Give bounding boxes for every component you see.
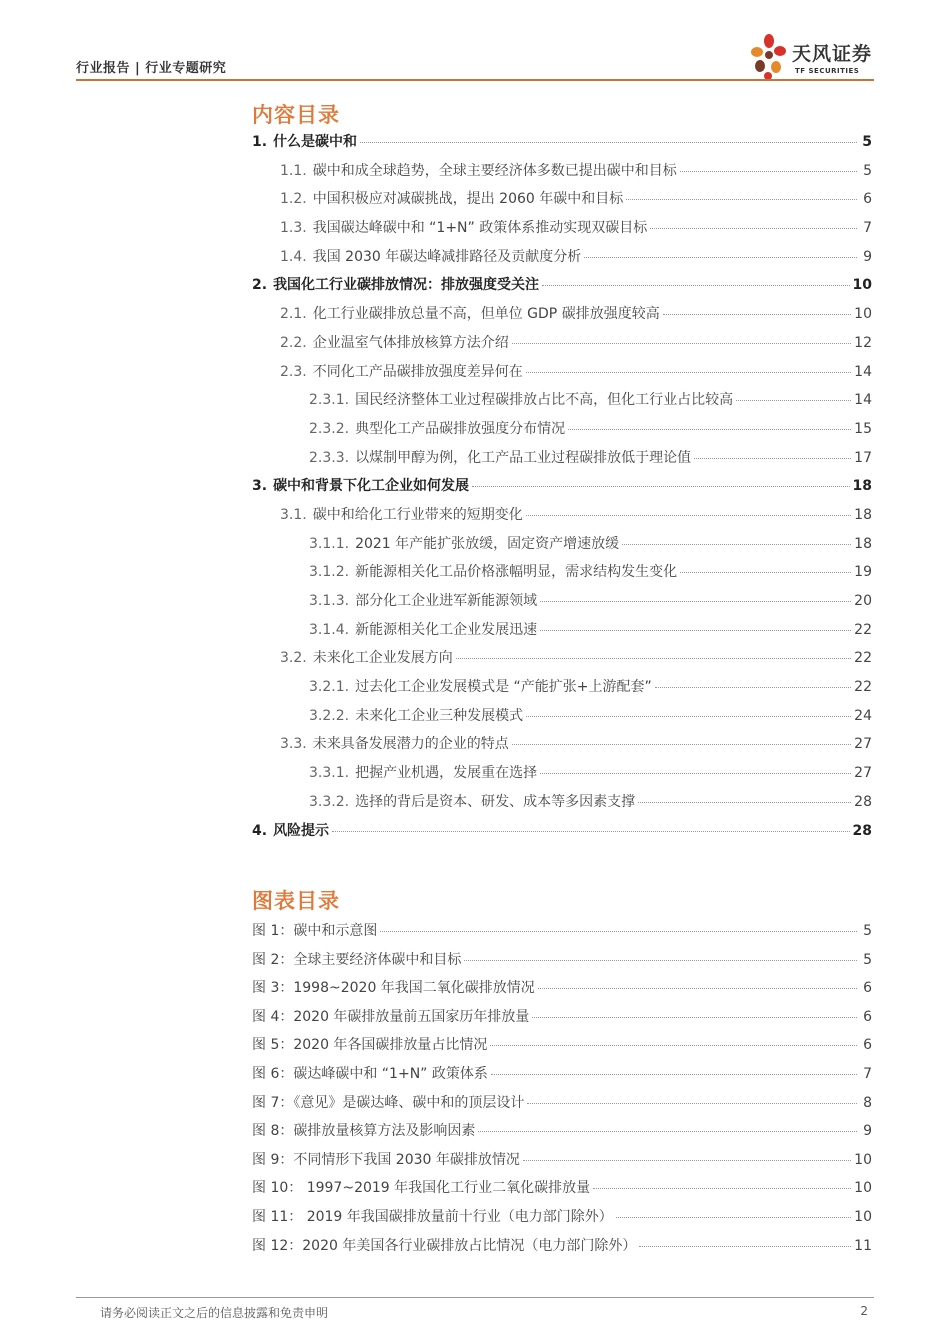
figure-entry-title: 图 6：碳达峰碳中和 “1+N” 政策体系: [252, 1065, 488, 1082]
toc-entry-title: 未来具备发展潜力的企业的特点: [312, 736, 509, 753]
toc-dot-leader: [584, 257, 857, 258]
toc-dot-leader: [663, 314, 851, 315]
toc-entry-level-1[interactable]: [252, 475, 872, 504]
toc-entry-title: 我国 2030 年碳达峰减排路径及贡献度分析: [312, 248, 582, 265]
logo-chinese-text: 天风证券: [792, 43, 873, 65]
figure-list-entry[interactable]: [252, 1092, 872, 1121]
toc-entry-page: 28: [852, 822, 872, 839]
toc-entry-page: 18: [854, 535, 872, 552]
toc-dot-leader: [512, 343, 851, 344]
company-logo: [748, 30, 888, 82]
toc-dot-leader: [694, 458, 851, 459]
toc-entry-title: 过去化工企业发展模式是 “产能扩张+上游配套”: [355, 679, 652, 696]
toc-entry-page: 20: [854, 593, 872, 609]
toc-entry-page: 5: [863, 162, 872, 179]
figure-dot-leader: [616, 1217, 851, 1218]
toc-entry-title: 以煤制甲醇为例，化工产品工业过程碳排放低于理论值: [355, 449, 692, 466]
toc-dot-leader: [332, 831, 849, 832]
figure-list-entry[interactable]: [252, 1063, 872, 1092]
header-divider: [76, 79, 874, 81]
toc-entry-title: 部分化工企业进军新能源领域: [355, 593, 538, 609]
figure-entry-page: 6: [863, 1008, 872, 1025]
toc-dot-leader: [456, 658, 851, 659]
toc-entry-number: 1.2.: [280, 191, 307, 208]
toc-entry-title: 选择的背后是资本、研发、成本等多因素支撑: [355, 793, 636, 810]
figure-list-entry[interactable]: [252, 920, 872, 949]
toc-entry-number: 3.3.1.: [309, 765, 350, 782]
toc-entry-title: 新能源相关化工品价格涨幅明显，需求结构发生变化: [355, 564, 678, 581]
toc-entry-title: 典型化工产品碳排放强度分布情况: [355, 420, 566, 437]
toc-entry-page: 27: [854, 765, 872, 782]
figure-entry-title: 图 7：《意见》是碳达峰、碳中和的顶层设计: [252, 1094, 525, 1111]
toc-entry-number: 1.: [252, 134, 268, 150]
figure-entry-page: 7: [863, 1065, 872, 1082]
footer-disclaimer: 请务必阅读正文之后的信息披露和免责申明: [100, 1306, 329, 1320]
toc-entry-number: 3.1.2.: [309, 564, 350, 581]
figure-dot-leader: [380, 931, 857, 932]
toc-entry-level-3[interactable]: [252, 676, 872, 705]
toc-entry-page: 7: [863, 220, 872, 237]
toc-entry-number: 2.3.3.: [309, 449, 350, 466]
toc-entry-page: 28: [854, 793, 872, 810]
toc-dot-leader: [540, 773, 851, 774]
toc-entry-level-3[interactable]: [252, 561, 872, 590]
toc-dot-leader: [526, 716, 851, 717]
toc-entry-number: 3.2.2.: [309, 707, 350, 724]
figure-list-entry[interactable]: [252, 1177, 872, 1206]
figure-entry-page: 5: [863, 923, 872, 939]
figure-entry-title: 图 11： 2019 年我国碳排放量前十行业（电力部门除外）: [252, 1208, 613, 1225]
toc-entry-title: 碳中和成全球趋势，全球主要经济体多数已提出碳中和目标: [312, 162, 677, 179]
figure-entry-page: 11: [854, 1237, 872, 1254]
figure-entry-title: 图 4：2020 年碳排放量前五国家历年排放量: [252, 1008, 530, 1025]
toc-entry-level-2[interactable]: [252, 246, 872, 275]
figure-entry-title: 图 1：碳中和示意图: [252, 923, 378, 939]
toc-entry-page: 9: [863, 248, 872, 265]
figure-list-entry[interactable]: [252, 977, 872, 1006]
toc-dot-leader: [680, 171, 857, 172]
footer-divider: [76, 1297, 874, 1298]
toc-entry-page: 19: [854, 564, 872, 581]
toc-entry-level-3[interactable]: [252, 389, 872, 418]
toc-entry-level-3[interactable]: [252, 447, 872, 476]
figure-list-entry[interactable]: [252, 1235, 872, 1264]
toc-entry-page: 18: [852, 478, 872, 495]
toc-entry-number: 1.4.: [280, 248, 307, 265]
toc-entry-title: 碳中和给化工行业带来的短期变化: [312, 506, 523, 523]
toc-entry-page: 18: [854, 506, 872, 523]
toc-title: 内容目录: [252, 103, 340, 127]
toc-entry-title: 把握产业机遇，发展重在选择: [355, 765, 538, 782]
toc-entry-number: 2.3.2.: [309, 420, 350, 437]
toc-entry-title: 风险提示: [273, 822, 330, 839]
toc-dot-leader: [568, 429, 851, 430]
toc-entry-level-1[interactable]: [252, 274, 872, 303]
figure-list-entry[interactable]: [252, 1149, 872, 1178]
toc-list: [252, 131, 872, 848]
toc-entry-title: 不同化工产品碳排放强度差异何在: [312, 363, 523, 380]
toc-entry-page: 10: [854, 306, 872, 323]
toc-entry-number: 3.1.3.: [309, 593, 350, 609]
toc-entry-page: 10: [852, 277, 872, 294]
toc-entry-level-2[interactable]: [252, 647, 872, 676]
toc-dot-leader: [526, 372, 851, 373]
figure-dot-leader: [478, 1131, 857, 1132]
toc-entry-title: 碳中和背景下化工企业如何发展: [273, 478, 470, 495]
figure-entry-page: 5: [863, 951, 872, 968]
figure-list-entry[interactable]: [252, 1206, 872, 1235]
figure-entry-title: 图 5：2020 年各国碳排放量占比情况: [252, 1037, 488, 1054]
toc-entry-page: 24: [854, 707, 872, 724]
toc-dot-leader: [680, 572, 851, 573]
toc-entry-level-3[interactable]: [252, 619, 872, 648]
toc-entry-number: 1.3.: [280, 220, 307, 237]
toc-entry-number: 3.3.2.: [309, 793, 350, 810]
toc-entry-title: 新能源相关化工企业发展迅速: [355, 621, 538, 638]
toc-entry-number: 3.1.: [280, 506, 307, 523]
toc-entry-page: 6: [863, 191, 872, 208]
figure-dot-leader: [593, 1188, 851, 1189]
toc-dot-leader: [650, 228, 857, 229]
figure-list-entry[interactable]: [252, 949, 872, 978]
toc-entry-title: 未来化工企业三种发展模式: [355, 707, 524, 724]
figure-dot-leader: [527, 1103, 857, 1104]
toc-entry-level-2[interactable]: [252, 217, 872, 246]
toc-entry-title: 未来化工企业发展方向: [312, 650, 453, 667]
page-number: 2: [860, 1304, 868, 1318]
toc-dot-leader: [512, 744, 851, 745]
figure-dot-leader: [639, 1246, 851, 1247]
toc-entry-level-1[interactable]: [252, 131, 872, 160]
flower-logo-icon: [748, 30, 792, 82]
toc-entry-number: 3.: [252, 478, 268, 495]
toc-entry-number: 3.2.: [280, 650, 307, 667]
toc-entry-level-2[interactable]: [252, 504, 872, 533]
figure-entry-title: 图 2：全球主要经济体碳中和目标: [252, 951, 462, 968]
toc-dot-leader: [540, 630, 851, 631]
toc-dot-leader: [626, 199, 857, 200]
toc-entry-title: 中国积极应对减碳挑战，提出 2060 年碳中和目标: [312, 191, 624, 208]
toc-entry-level-3[interactable]: [252, 705, 872, 734]
figure-entry-title: 图 9：不同情形下我国 2030 年碳排放情况: [252, 1151, 520, 1168]
toc-entry-number: 2.3.1.: [309, 392, 350, 409]
toc-entry-level-3[interactable]: [252, 762, 872, 791]
figure-entry-title: 图 8：碳排放量核算方法及影响因素: [252, 1123, 476, 1140]
toc-entry-title: 2021 年产能扩张放缓，固定资产增速放缓: [355, 535, 620, 552]
toc-entry-title: 我国碳达峰碳中和 “1+N” 政策体系推动实现双碳目标: [312, 220, 648, 237]
figure-dot-leader: [490, 1045, 857, 1046]
toc-dot-leader: [540, 601, 851, 602]
toc-dot-leader: [360, 142, 857, 143]
toc-entry-page: 17: [854, 449, 872, 466]
report-category: 行业报告 | 行业专题研究: [76, 61, 227, 76]
toc-entry-page: 15: [854, 420, 872, 437]
toc-entry-page: 5: [862, 134, 872, 150]
toc-entry-page: 12: [854, 334, 872, 351]
toc-entry-level-3[interactable]: [252, 533, 872, 562]
toc-entry-level-2[interactable]: [252, 188, 872, 217]
toc-dot-leader: [526, 515, 851, 516]
figure-dot-leader: [491, 1074, 857, 1075]
figure-entry-page: 10: [854, 1180, 872, 1197]
figure-list-entry[interactable]: [252, 1034, 872, 1063]
toc-entry-title: 化工行业碳排放总量不高，但单位 GDP 碳排放强度较高: [312, 306, 660, 323]
toc-entry-title: 国民经济整体工业过程碳排放占比不高，但化工行业占比较高: [355, 392, 734, 409]
figure-dot-leader: [538, 988, 857, 989]
toc-entry-number: 3.1.1.: [309, 535, 350, 552]
figure-entry-page: 9: [863, 1123, 872, 1140]
toc-entry-level-3[interactable]: [252, 418, 872, 447]
figure-entry-title: 图 10： 1997~2019 年我国化工行业二氧化碳排放量: [252, 1180, 591, 1197]
toc-entry-number: 1.1.: [280, 162, 307, 179]
figure-dot-leader: [532, 1017, 857, 1018]
toc-entry-level-2[interactable]: [252, 303, 872, 332]
toc-entry-page: 14: [854, 363, 872, 380]
toc-entry-page: 27: [854, 736, 872, 753]
toc-entry-number: 3.1.4.: [309, 621, 350, 638]
toc-entry-level-3[interactable]: [252, 590, 872, 619]
figure-list-title: 图表目录: [252, 889, 340, 913]
figure-entry-page: 10: [854, 1208, 872, 1225]
figure-entry-title: 图 3：1998~2020 年我国二氧化碳排放情况: [252, 980, 535, 997]
logo-english-text: TF SECURITIES: [795, 67, 860, 75]
toc-entry-number: 3.2.1.: [309, 679, 350, 696]
toc-entry-level-2[interactable]: [252, 332, 872, 361]
toc-entry-title: 什么是碳中和: [273, 134, 358, 150]
figure-entry-page: 10: [854, 1151, 872, 1168]
figure-dot-leader: [464, 960, 857, 961]
toc-dot-leader: [638, 802, 851, 803]
figure-entry-page: 8: [863, 1094, 872, 1111]
toc-entry-page: 14: [854, 392, 872, 409]
toc-entry-level-2[interactable]: [252, 733, 872, 762]
figure-entry-title: 图 12：2020 年美国各行业碳排放占比情况（电力部门除外）: [252, 1237, 637, 1254]
toc-entry-number: 2.3.: [280, 363, 307, 380]
toc-entry-page: 22: [854, 621, 872, 638]
toc-entry-number: 3.3.: [280, 736, 307, 753]
toc-dot-leader: [622, 544, 851, 545]
toc-dot-leader: [736, 400, 851, 401]
toc-entry-title: 我国化工行业碳排放情况：排放强度受关注: [273, 277, 540, 294]
figure-list-entry[interactable]: [252, 1006, 872, 1035]
toc-entry-level-2[interactable]: [252, 160, 872, 189]
toc-entry-number: 2.2.: [280, 334, 307, 351]
toc-dot-leader: [542, 285, 849, 286]
figure-dot-leader: [523, 1160, 851, 1161]
toc-dot-leader: [472, 486, 849, 487]
toc-entry-page: 22: [854, 650, 872, 667]
toc-entry-title: 企业温室气体排放核算方法介绍: [312, 334, 509, 351]
figure-list: [252, 920, 872, 1263]
toc-dot-leader: [655, 687, 851, 688]
toc-entry-number: 2.1.: [280, 306, 307, 323]
figure-entry-page: 6: [863, 1037, 872, 1054]
figure-list-entry[interactable]: [252, 1120, 872, 1149]
toc-entry-page: 22: [854, 679, 872, 696]
figure-entry-page: 6: [863, 980, 872, 997]
toc-entry-level-1[interactable]: [252, 820, 872, 849]
toc-entry-level-2[interactable]: [252, 361, 872, 390]
toc-entry-number: 4.: [252, 822, 268, 839]
toc-entry-level-3[interactable]: [252, 791, 872, 820]
toc-entry-number: 2.: [252, 277, 268, 294]
